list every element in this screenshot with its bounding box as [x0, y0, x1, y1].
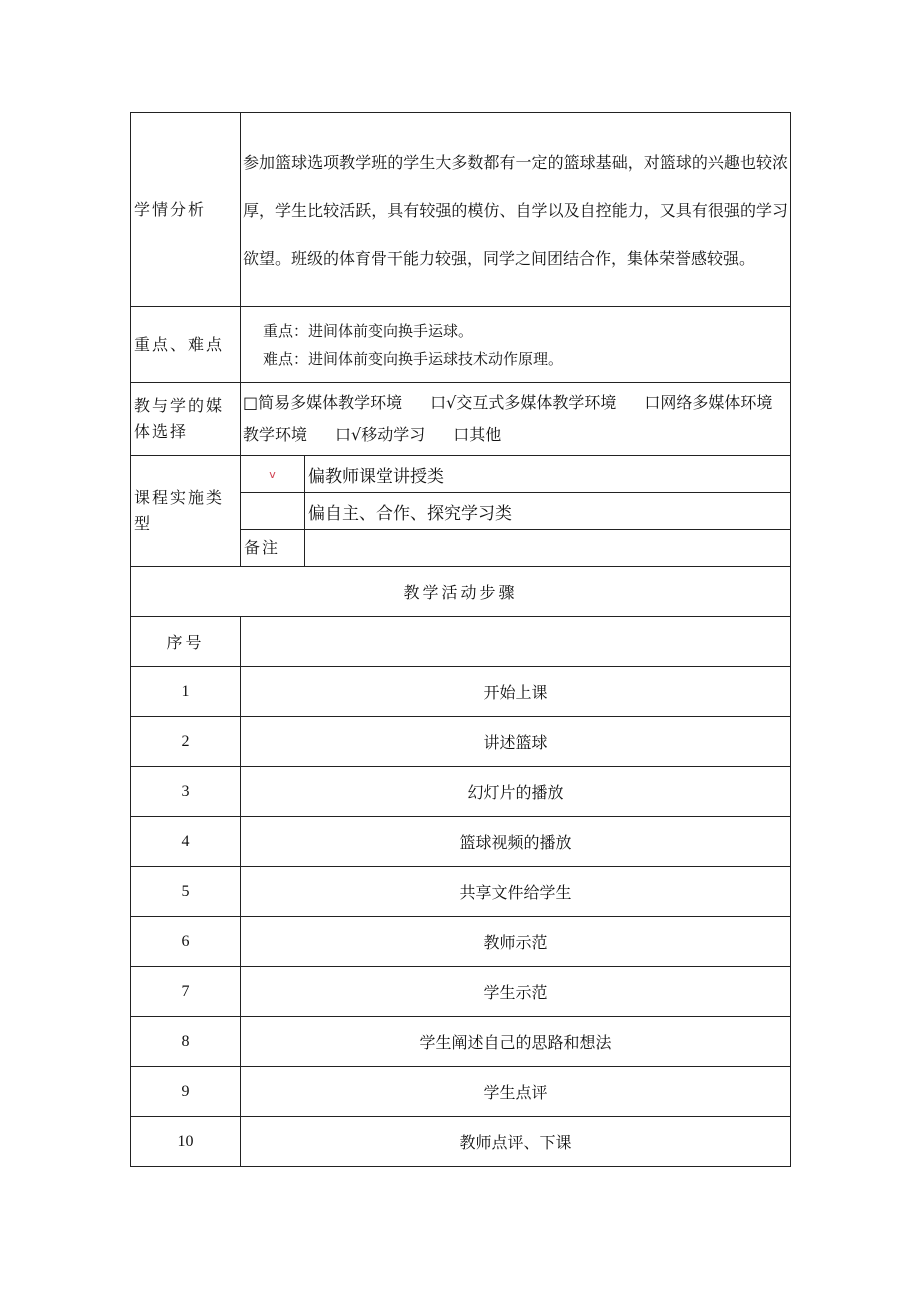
course-type-option-2: 偏自主、合作、探究学习类 [305, 493, 791, 530]
step-text: 学生点评 [241, 1067, 791, 1117]
step-number: 2 [131, 717, 241, 767]
table-row [131, 1117, 791, 1167]
step-number: 9 [131, 1067, 241, 1117]
steps-heading-row [131, 567, 791, 617]
step-number: 8 [131, 1017, 241, 1067]
seq-header: 序号 [131, 617, 241, 667]
step-text: 幻灯片的播放 [241, 767, 791, 817]
table-row [131, 917, 791, 967]
table-row [131, 817, 791, 867]
key-points-label: 重点、难点 [131, 307, 241, 383]
step-text: 共享文件给学生 [241, 867, 791, 917]
lesson-plan-table [130, 112, 791, 1167]
step-number: 1 [131, 667, 241, 717]
analysis-text: 参加篮球选项教学班的学生大多数都有一定的篮球基础，对篮球的兴趣也较浓厚，学生比较活跃，具有较强的模仿、自学以及自控能力，又具有很强的学习欲望。班级的体育骨干能力较强，同学之间团结合作，集体荣誉感较强。 [241, 113, 791, 307]
media-option-network: 口网络多媒体环境教学环境 [243, 393, 773, 444]
step-number: 10 [131, 1117, 241, 1167]
course-type-row-1 [131, 456, 791, 493]
analysis-row [131, 113, 791, 307]
note-label: 备注 [241, 530, 305, 567]
media-option-interactive: 口√交互式多媒体教学环境 [430, 393, 617, 412]
table-row [131, 767, 791, 817]
course-type-option-1: 偏教师课堂讲授类 [305, 456, 791, 493]
table-row [131, 1067, 791, 1117]
difficult-point-text: 难点：进间体前变向换手运球技术动作原理。 [263, 349, 564, 368]
steps-header-row [131, 617, 791, 667]
table-row [131, 867, 791, 917]
step-text: 开始上课 [241, 667, 791, 717]
key-point-text: 重点：进间体前变向换手运球。 [263, 321, 474, 340]
media-row [131, 383, 791, 456]
step-text: 教师点评、下课 [241, 1117, 791, 1167]
table-row [131, 717, 791, 767]
step-text: 篮球视频的播放 [241, 817, 791, 867]
table-row [131, 1017, 791, 1067]
note-value [305, 530, 791, 567]
course-type-mark-1: v [241, 456, 305, 493]
step-number: 7 [131, 967, 241, 1017]
course-type-mark-2 [241, 493, 305, 530]
step-number: 4 [131, 817, 241, 867]
key-points-cell [241, 307, 791, 383]
analysis-label: 学情分析 [131, 113, 241, 307]
step-text: 教师示范 [241, 917, 791, 967]
media-option-mobile: 口√移动学习 [335, 425, 426, 444]
step-number: 6 [131, 917, 241, 967]
step-text: 学生阐述自己的思路和想法 [241, 1017, 791, 1067]
media-option-simple: □简易多媒体教学环境 [243, 393, 403, 412]
media-label: 教与学的媒体选择 [131, 383, 241, 456]
key-points-row [131, 307, 791, 383]
course-type-label: 课程实施类型 [131, 456, 241, 567]
steps-heading: 教学活动步骤 [131, 567, 791, 617]
step-text: 学生示范 [241, 967, 791, 1017]
media-options [241, 383, 791, 456]
step-number: 5 [131, 867, 241, 917]
table-row [131, 667, 791, 717]
media-option-other: 口其他 [453, 425, 502, 444]
content-header [241, 617, 791, 667]
step-number: 3 [131, 767, 241, 817]
table-row [131, 967, 791, 1017]
step-text: 讲述篮球 [241, 717, 791, 767]
